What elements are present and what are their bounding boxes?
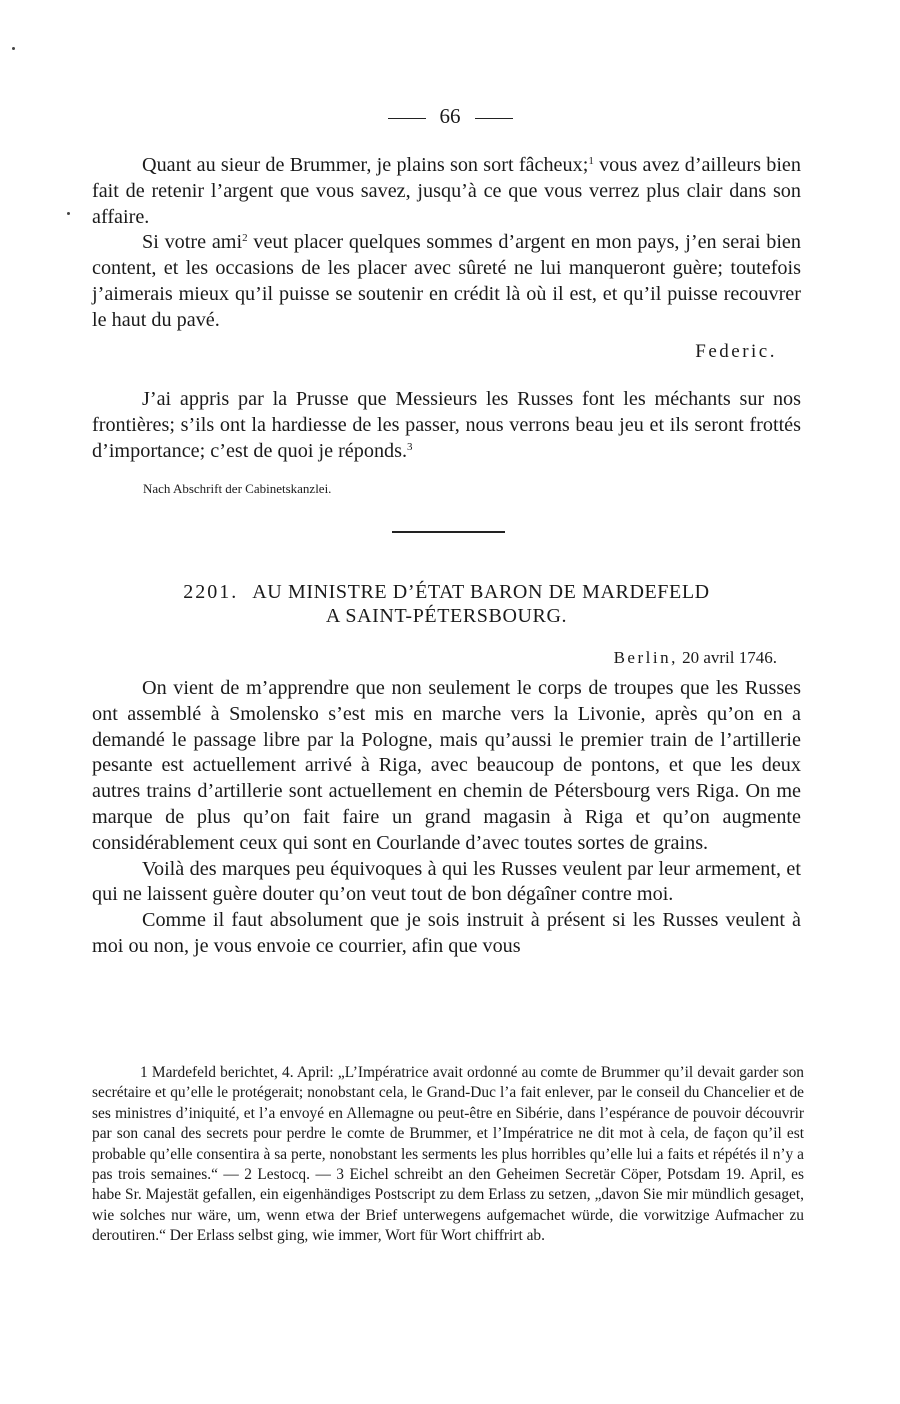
section-divider [392,531,505,533]
postscript [92,387,801,464]
body-paragraph-1: On vient de m’apprendre que non seulement le corps de troupes que les Russes ont assemblé à Smolensko s’est mis en marche vers la Livonie, après qu’on en a demandé le passage libre par la Pologne, mais qu’aussi le premier train de l’artillerie pesante est actuellement arrivé à Riga, avec beaucoup de pontons, et que les deux autres trains d’artillerie sont actuellement en chemin de Pétersbourg vers Riga. On me marque de plus qu’on fait faire un grand magasin à Riga et qu’on augmente considérablement ceux qui sont en Courlande d’avec toutes sortes de grains. [92,677,801,854]
header-dash-left [388,118,426,119]
letter-body [92,676,801,960]
paragraph-2 [92,230,801,333]
body-paragraph-3: Comme il faut absolument que je sois instruit à présent si les Russes veulent à moi ou non, je vous envoie ce courrier, afin que vous [92,909,801,957]
heading-title: AU MINISTRE D’ÉTAT BARON DE MARDEFELD [252,581,710,603]
paragraph-1-text: Quant au sieur de Brummer, je plains son sort fâcheux; [142,154,589,176]
paragraph-2-text: Si votre ami [142,231,243,254]
header-dash-right [475,118,513,119]
footnote-ref-1[interactable]: 1 [588,155,594,167]
body-paragraph-2: Voilà des marques peu équivoques à qui les Russes veulent par leur armement, et qui ne laissent guère douter qu’on veut tout de bon dégaîner contre moi. [92,857,801,906]
footnote-ref-3[interactable]: 3 [407,440,413,453]
heading-line-2: A SAINT-PÉTERSBOURG. [325,605,568,627]
scan-speck [12,47,15,50]
dateline [92,648,777,668]
source-note: Nach Abschrift der Cabinetskanzlei. [143,481,332,496]
scan-speck [67,212,70,215]
page-number: 66 [439,104,461,128]
footnote-ref-2[interactable]: 2 [242,232,248,245]
date-text: 20 avril 1746. [677,648,777,667]
footnotes: 1 Mardefeld berichtet, 4. April: „L’Impératrice avait ordonné au comte de Brummer qu’il devait garder son secrétaire et qu’elle le protégerait; nonobstant cela, le Grand-Duc l’a fait enlever, par le conseil du Chancelier et de ses ministres d’iniquité, et l’a envoyé en Allemagne ou peut-être en Sibérie, dans l’espérance de pouvoir découvrir par son canal des secrets pour perdre le comte de Brummer, et l’Impératrice ne dit mot à cela, de façon qu’il est probable qu’elle consentira à sa perte, nonobstant les serments les plus horribles qu’elle lui a faits et répétés il n’y a pas trois semaines.“ — 2 Lestocq. — 3 Eichel schreibt an den Geheimen Secretär Cöper, Potsdam 19. April, es habe Sr. Majestät gefallen, ein eigenhändiges Postscript zu dem Erlass zu setzen, „davon Sie mir mündlich gesaget, wie solches nur wäre, um, wenn etwa der Brief unterwegens aufgemachet würde, die vorwitzige Aufmacher zu deroutiren.“ Der Erlass selbst ging, wie immer, Wort für Wort chiffrirt ab. [92,1064,804,1245]
paragraph-1-cont: vous avez d’ailleurs bien fait de retenir l’argent que vous savez, jusqu’à ce que vous verrez plus clair dans son affaire. [92,154,801,228]
postscript-block [92,387,801,464]
page-header [0,104,900,129]
letter-heading [92,580,801,628]
paragraph-2-cont: veut placer quelques sommes d’argent en mon pays, j’en serai bien content, et les occasions de les placer avec sûreté ne lui manqueront guère; toutefois j’aimerais mieux qu’il puisse se soutenir en crédit là où il est, et qu’il puisse recouvrer le haut du pavé. [92,231,801,331]
date-place: Berlin, [613,648,678,667]
signature: Federic. [695,341,777,362]
heading-line-1 [92,580,801,604]
postscript-text: J’ai appris par la Prusse que Messieurs les Russes font les méchants sur nos frontières; s’ils ont la hardiesse de les passer, nous verrons beau jeu et ils seront frottés d’importance; c’est de quoi je réponds. [92,388,801,462]
paragraph-1 [92,153,801,230]
letter-body-previous [92,153,801,334]
letter-number: 2201. [183,581,239,603]
